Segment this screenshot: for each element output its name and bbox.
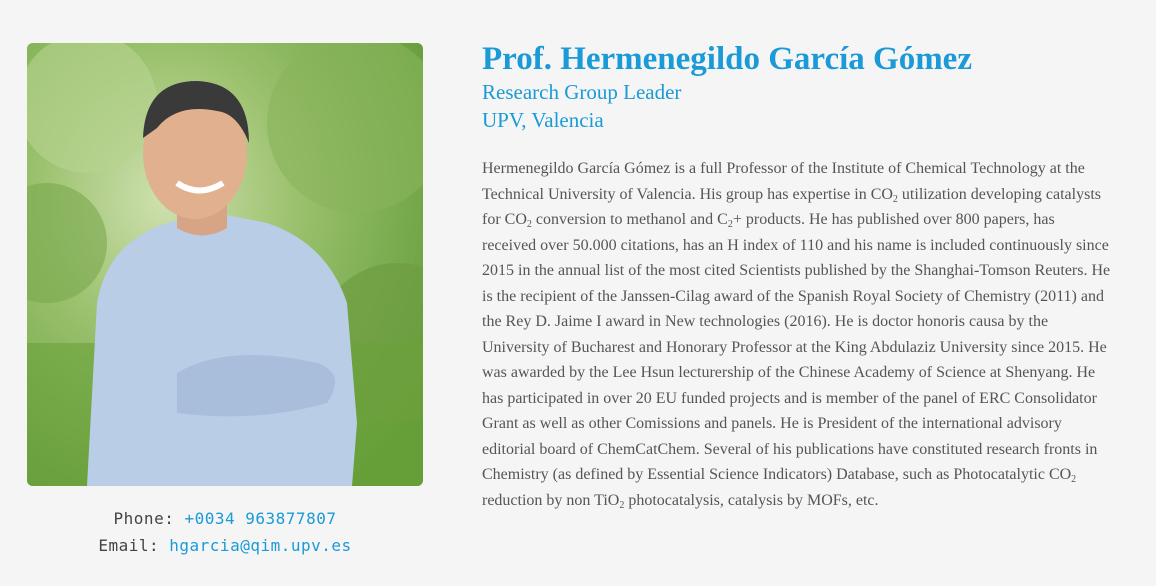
subscript: 2	[1071, 474, 1077, 485]
bio-text: utilization developing catalysts for CO	[482, 185, 1101, 228]
phone-link[interactable]: +0034 963877807	[184, 509, 337, 528]
biography	[482, 156, 1112, 513]
profile-role: Research Group Leader	[482, 80, 682, 104]
email-link[interactable]: hgarcia@qim.upv.es	[169, 536, 352, 555]
profile-name: Prof. Hermenegildo García Gómez	[482, 41, 972, 77]
bio-text: Hermenegildo García Gómez is a full Professor of the Institute of Chemical Technology at the Technical University of Valencia. His group has expertise in CO	[482, 160, 1085, 203]
bio-text: reduction by non TiO	[482, 491, 620, 509]
email-row	[27, 535, 423, 562]
profile-photo	[27, 43, 423, 486]
phone-label: Phone:	[113, 509, 175, 528]
subscript: 2	[727, 219, 733, 230]
bio-text: + products. He has published over 800 papers, has received over 50.000 citations, has an H index of 110 and his name is included continuously since 2015 in the annual list of the most cited Scientists published by the Shanghai-Tomson Reuters. He is the recipient of the Janssen-Cilag award of the Spanish Royal Society of Chemistry (2011) and the Rey D. Jaime I award in New technologies (2016). He is doctor honoris causa by the University of Bucharest and Honorary Professor at the King Abdulaziz University since 2015. He was awarded by the Lee Hsun lecturership of the Chinese Academy of Science at Shenyang. He has participated in over 20 EU funded projects and is member of the panel of ERC Consolidator Grant as well as other Comissions and panels. He is President of the international advisory editorial board of ChemCatChem. Several of his publications have constituted research fronts in Chemistry (as defined by Essential Science Indicators) Database, such as Photocatalytic CO	[482, 211, 1111, 483]
portrait-illustration	[27, 43, 423, 486]
bio-text: photocatalysis, catalysis by MOFs, etc.	[624, 491, 879, 509]
subscript: 2	[892, 193, 898, 205]
profile-affiliation: UPV, Valencia	[482, 108, 604, 132]
contact-info	[27, 508, 423, 562]
subscript: 2	[526, 219, 532, 230]
phone-row	[27, 508, 423, 535]
subscript: 2	[619, 499, 625, 511]
profile-details	[482, 40, 1112, 513]
bio-text: conversion to methanol and C	[531, 211, 728, 228]
email-label: Email:	[98, 536, 160, 555]
